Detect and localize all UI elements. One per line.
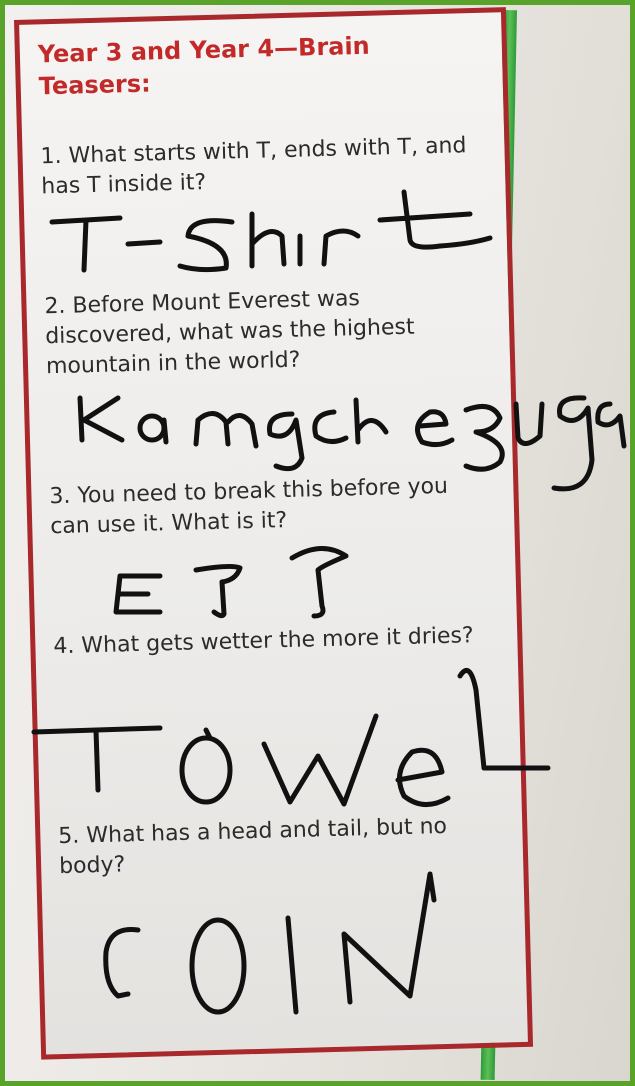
question-5: 5. What has a head and tail, but no body? [58,813,448,880]
question-4: 4. What gets wetter the more it dries? [53,623,474,660]
question-2: 2. Before Mount Everest was discovered, what was the highest mountain in the world? [44,286,415,380]
card-title: Year 3 and Year 4—Brain Teasers: [37,31,371,101]
question-1: 1. What starts with T, ends with T, and has T inside it? [40,133,467,200]
brain-teaser-card [14,7,533,1060]
question-3: 3. You need to break this before you can use it. What is it? [49,473,449,540]
